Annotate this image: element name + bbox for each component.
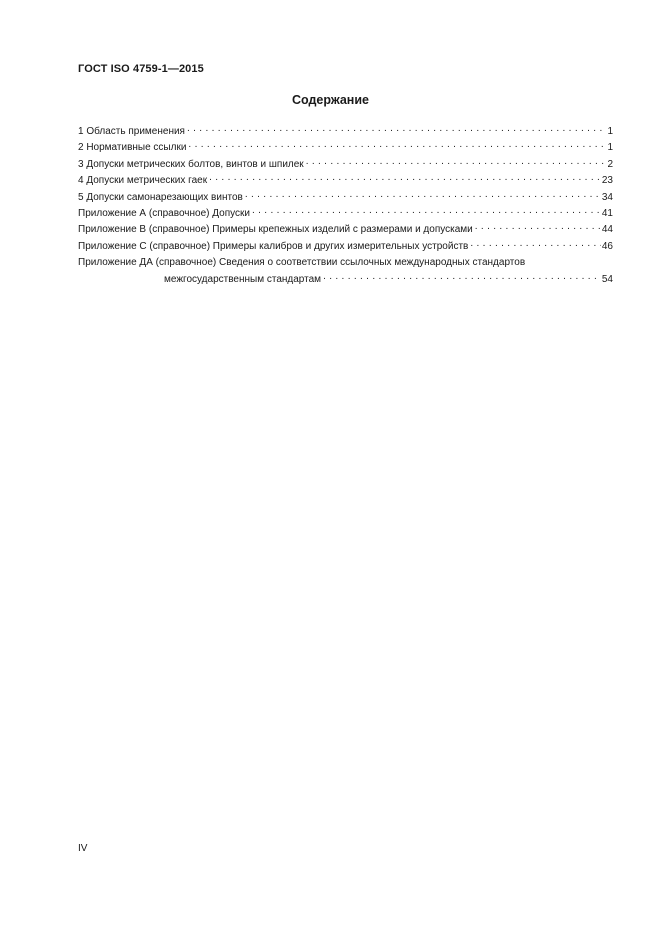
toc-entry-label: 4 Допуски метрических гаек	[78, 175, 208, 187]
document-header: ГОСТ ISO 4759-1—2015	[78, 63, 204, 75]
toc-entry[interactable]	[78, 255, 613, 271]
toc-entry[interactable]	[78, 124, 613, 140]
toc-entry[interactable]	[78, 239, 613, 255]
toc-entry-page: 44	[601, 224, 613, 236]
dot-leader	[306, 157, 607, 167]
page-number: IV	[78, 843, 88, 854]
toc-entry[interactable]	[78, 173, 613, 189]
toc-entry-page: 23	[601, 175, 613, 187]
toc-entry[interactable]	[78, 157, 613, 173]
toc-entry-page: 46	[601, 240, 613, 252]
toc-entry-page: 1	[607, 126, 613, 137]
toc-entry[interactable]	[78, 190, 613, 206]
toc-entry[interactable]	[78, 222, 613, 238]
toc-entry-label: Приложение А (справочное) Допуски	[78, 208, 250, 220]
toc-entry[interactable]	[78, 206, 613, 222]
toc-entry-label: 2 Нормативные ссылки	[78, 142, 187, 154]
toc-entry-label-continuation: межгосударственным стандартам	[164, 273, 322, 285]
toc-entry-label: 1 Область применения	[78, 126, 185, 137]
toc-entry-page: 41	[601, 208, 613, 220]
dot-leader	[209, 173, 601, 183]
toc-entry-label: 3 Допуски метрических болтов, винтов и шпилек	[78, 158, 304, 170]
dot-leader	[252, 206, 601, 216]
toc-entry-page: 34	[601, 191, 613, 203]
toc-entry-label: Приложение С (справочное) Примеры калибров и других измерительных устройств	[78, 240, 469, 252]
dot-leader	[187, 124, 606, 134]
toc-entry-page: 1	[607, 142, 613, 154]
dot-leader	[470, 239, 601, 249]
toc-entry-label: 5 Допуски самонарезающих винтов	[78, 191, 243, 203]
dot-leader	[245, 190, 601, 200]
dot-leader	[323, 272, 601, 282]
toc-entry-page: 2	[607, 158, 613, 170]
toc-entry-page: 54	[601, 273, 613, 285]
table-of-contents	[78, 124, 613, 288]
toc-entry-label: Приложение В (справочное) Примеры крепежных изделий с размерами и допусками	[78, 224, 473, 236]
toc-title: Содержание	[291, 93, 369, 107]
toc-entry-label: Приложение ДА (справочное) Сведения о соответствии ссылочных международных стандартов	[78, 257, 526, 269]
dot-leader	[188, 140, 606, 150]
toc-entry-continuation[interactable]	[78, 272, 613, 288]
toc-entry[interactable]	[78, 140, 613, 156]
dot-leader	[475, 222, 601, 232]
